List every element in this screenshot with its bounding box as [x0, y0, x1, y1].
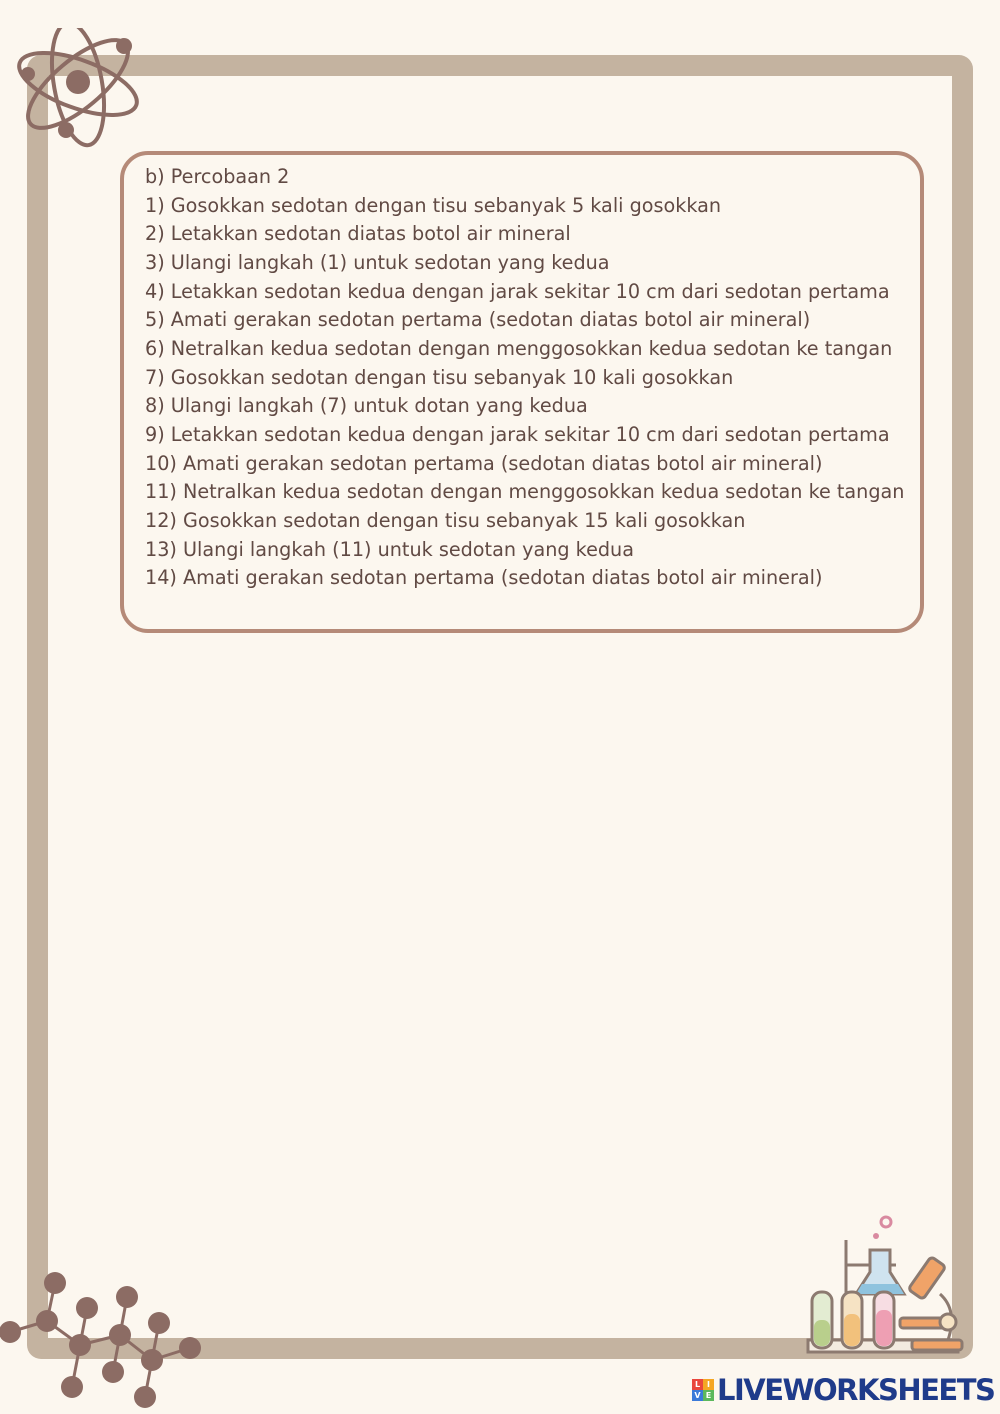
procedure-step: 6) Netralkan kedua sedotan dengan menggosokkan kedua sedotan ke tangan [145, 336, 893, 360]
liveworksheets-wordmark: LIVEWORKSHEETS [717, 1373, 995, 1407]
procedure-step: 1) Gosokkan sedotan dengan tisu sebanyak 5 kali gosokkan [145, 193, 722, 217]
procedure-step: 12) Gosokkan sedotan dengan tisu sebanyak 15 kali gosokkan [145, 508, 746, 532]
atom-icon [10, 28, 150, 148]
procedure-step: 9) Letakkan sedotan kedua dengan jarak sekitar 10 cm dari sedotan pertama [145, 422, 890, 446]
liveworksheets-mark-icon: L I V E [692, 1379, 714, 1401]
procedure-step: 13) Ulangi langkah (11) untuk sedotan yang kedua [145, 537, 634, 561]
liveworksheets-logo [692, 1374, 994, 1406]
procedure-box [120, 151, 924, 633]
section-heading: b) Percobaan 2 [145, 165, 290, 188]
lab-equipment-icon [800, 1210, 970, 1365]
procedure-step: 3) Ulangi langkah (1) untuk sedotan yang kedua [145, 250, 610, 274]
procedure-step: 10) Amati gerakan sedotan pertama (sedotan diatas botol air mineral) [145, 451, 823, 475]
molecule-icon [0, 1265, 215, 1414]
procedure-step: 7) Gosokkan sedotan dengan tisu sebanyak 10 kali gosokkan [145, 365, 734, 389]
procedure-step: 8) Ulangi langkah (7) untuk dotan yang kedua [145, 394, 588, 418]
procedure-step: 14) Amati gerakan sedotan pertama (sedotan diatas botol air mineral) [145, 566, 823, 590]
procedure-step: 4) Letakkan sedotan kedua dengan jarak sekitar 10 cm dari sedotan pertama [145, 279, 890, 303]
procedure-step: 11) Netralkan kedua sedotan dengan menggosokkan kedua sedotan ke tangan [145, 480, 905, 504]
procedure-step: 5) Amati gerakan sedotan pertama (sedotan diatas botol air mineral) [145, 308, 811, 332]
procedure-step: 2) Letakkan sedotan diatas botol air mineral [145, 222, 571, 246]
